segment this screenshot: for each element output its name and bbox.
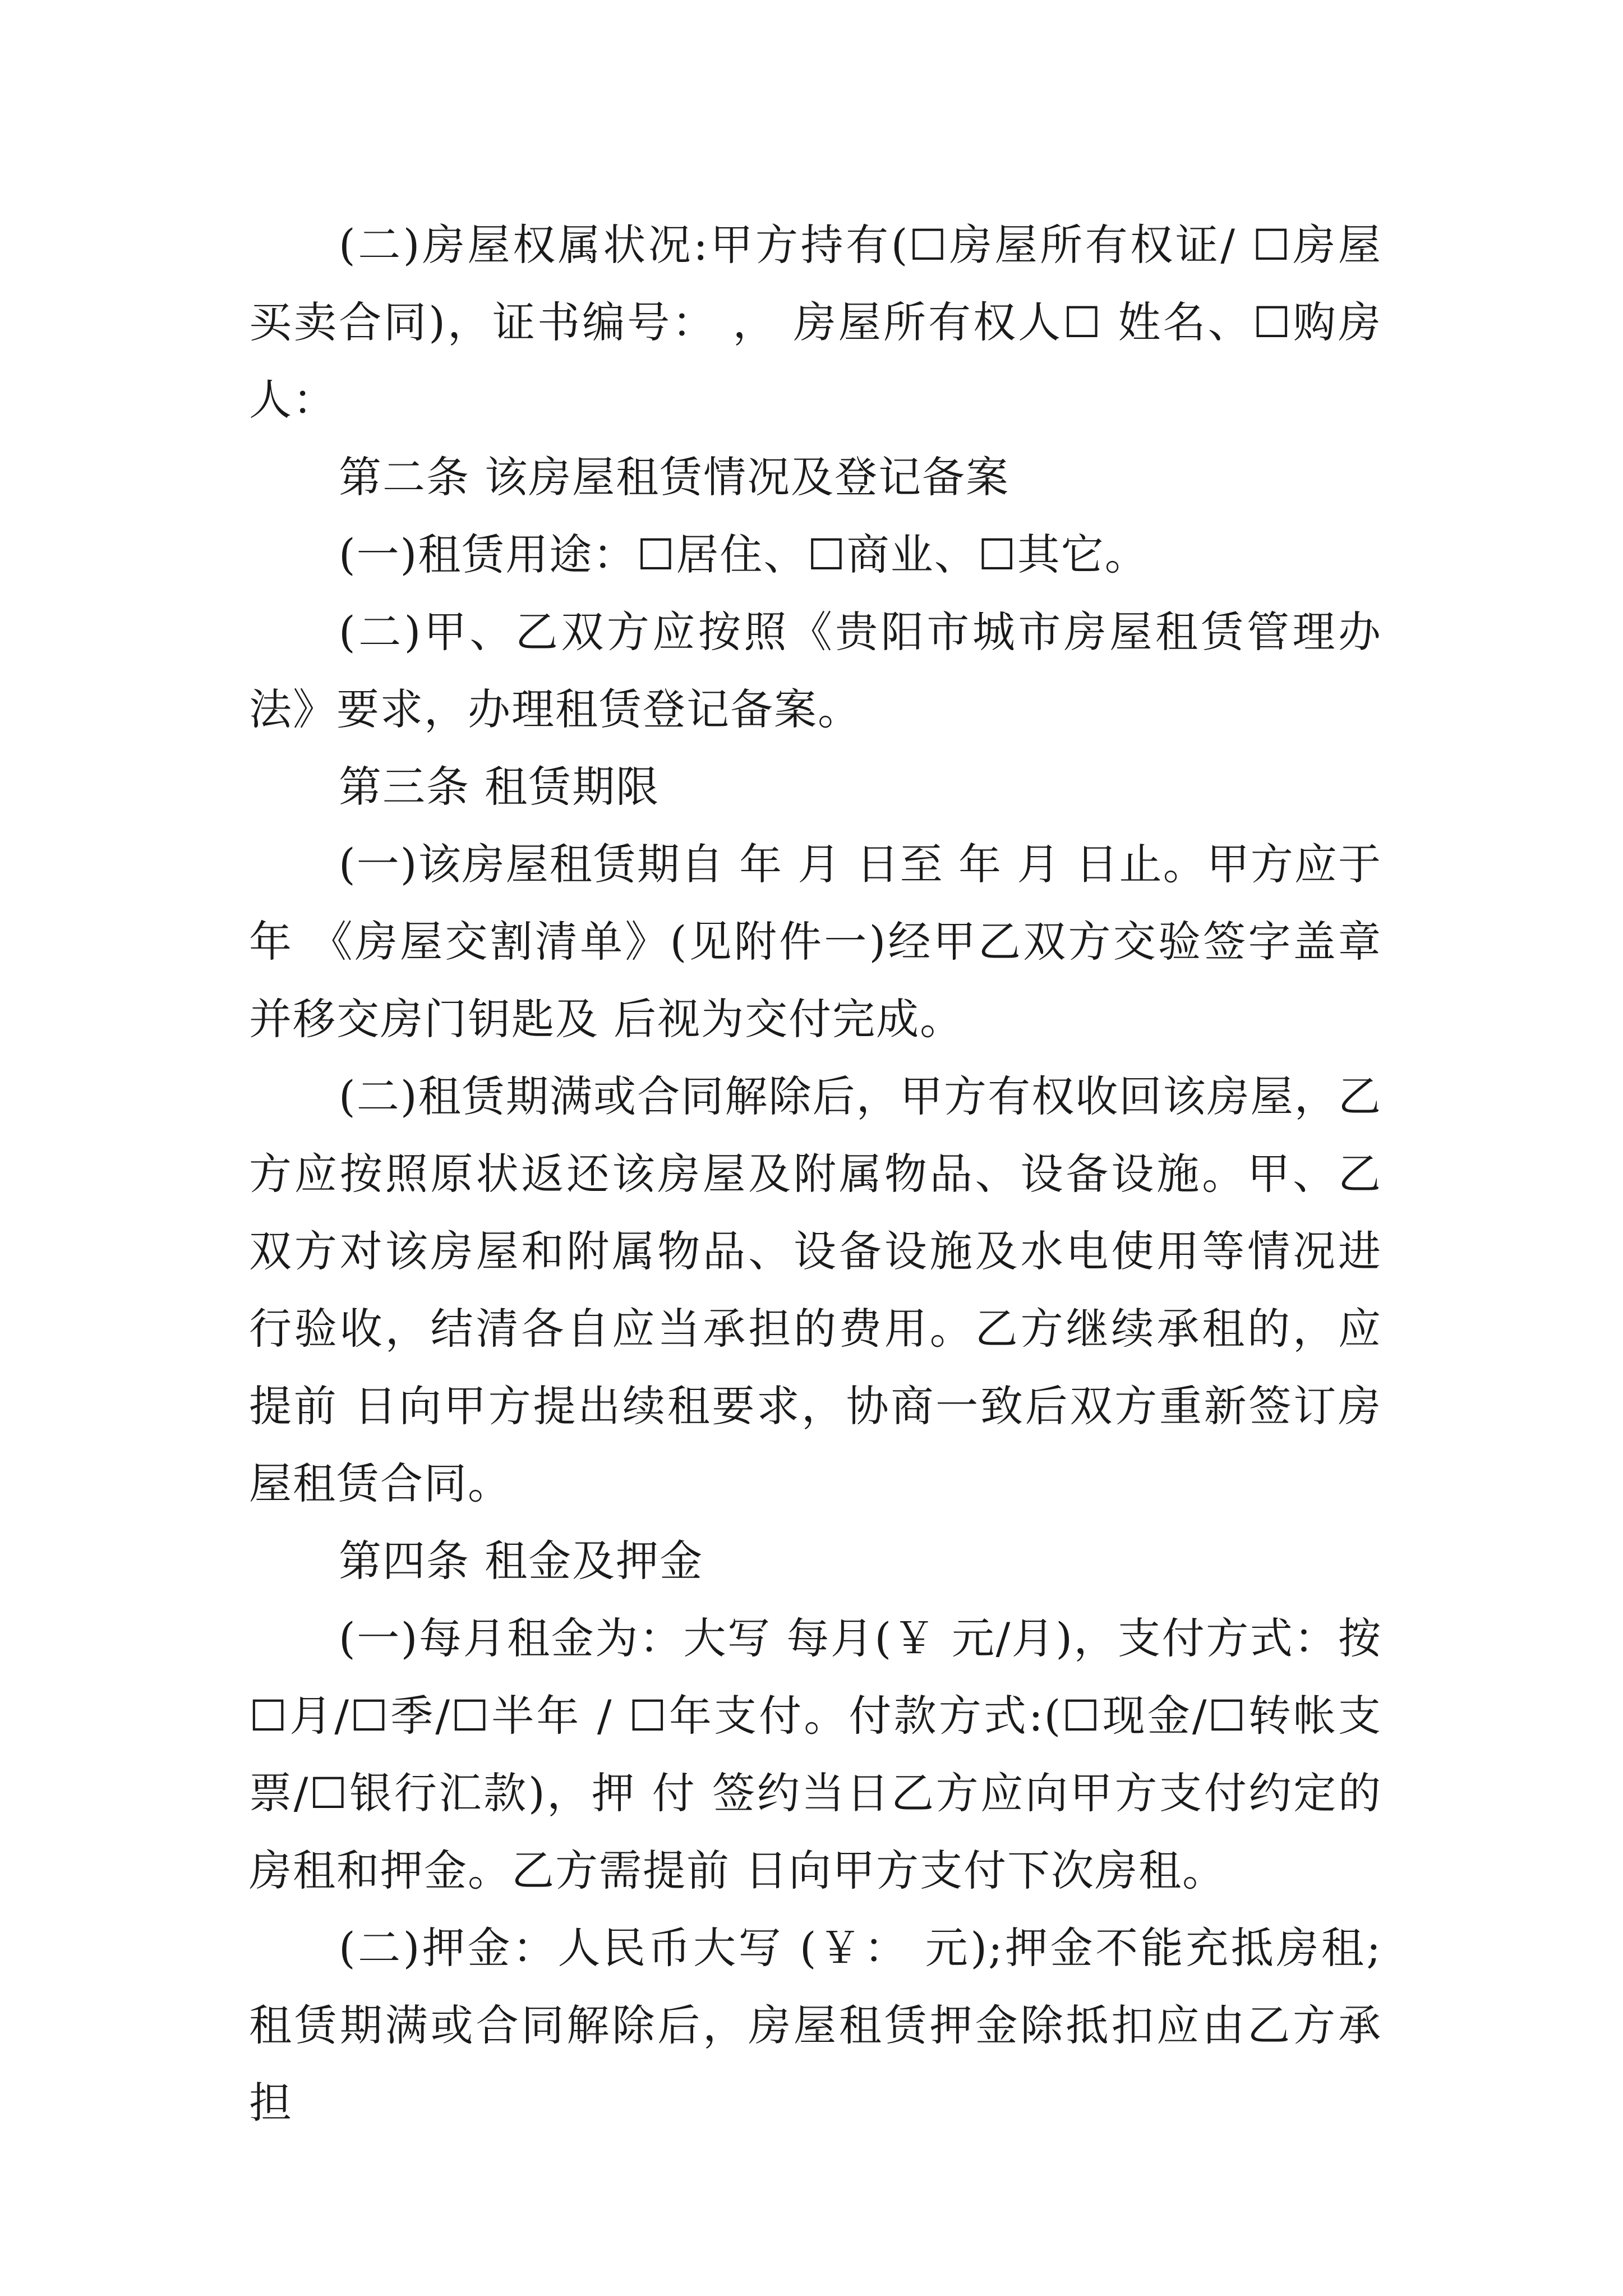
clause-3-2-return: (二)租赁期满或合同解除后，甲方有权收回该房屋，乙方应按照原状返还该房屋及附属物品、设备设施。甲、乙双方对该房屋和附属物品、设备设施及水电使用等情况进行验收，结清各自应当承担的费用。乙方继续承租的，应提前 日向甲方提出续租要求，协商一致后双方重新签订房屋租赁合同。 — [249, 1071, 1382, 1508]
clause-2-2-registration: (二)甲、乙双方应按照《贵阳市城市房屋租赁管理办法》要求，办理租赁登记备案。 — [249, 607, 1382, 734]
document-body — [249, 206, 1382, 2142]
clause-4-2-deposit: (二)押金：人民币大写 (￥： 元);押金不能充抵房租;租赁期满或合同解除后，房屋租赁押金除抵扣应由乙方承担 — [249, 1923, 1382, 2128]
clause-1-2-ownership: (二)房屋权属状况:甲方持有(☐房屋所有权证/ ☐房屋买卖合同)，证书编号： ， 房屋所有权人☐ 姓名、☐购房人： — [249, 220, 1382, 425]
article-2-heading: 第二条 该房屋租赁情况及登记备案 — [339, 452, 1010, 502]
clause-2-1-purpose: (一)租赁用途：☐居住、☐商业、☐其它。 — [339, 530, 1149, 579]
article-4-heading: 第四条 租金及押金 — [339, 1536, 704, 1586]
clause-4-1-rent: (一)每月租金为：大写 每月(￥ 元/月)，支付方式：按☐月/☐季/☐半年 / ☐年支付。付款方式:(☐现金/☐转帐支票/☐银行汇款)，押 付 签约当日乙方应向甲方支付约定的房租和押金。乙方需提前 日向甲方支付下次房租。 — [249, 1613, 1382, 1895]
article-3-heading: 第三条 租赁期限 — [339, 762, 660, 812]
clause-3-1-term: (一)该房屋租赁期自 年 月 日至 年 月 日止。甲方应于 年 《房屋交割清单》(见附件一)经甲乙双方交验签字盖章并移交房门钥匙及 后视为交付完成。 — [249, 839, 1382, 1044]
